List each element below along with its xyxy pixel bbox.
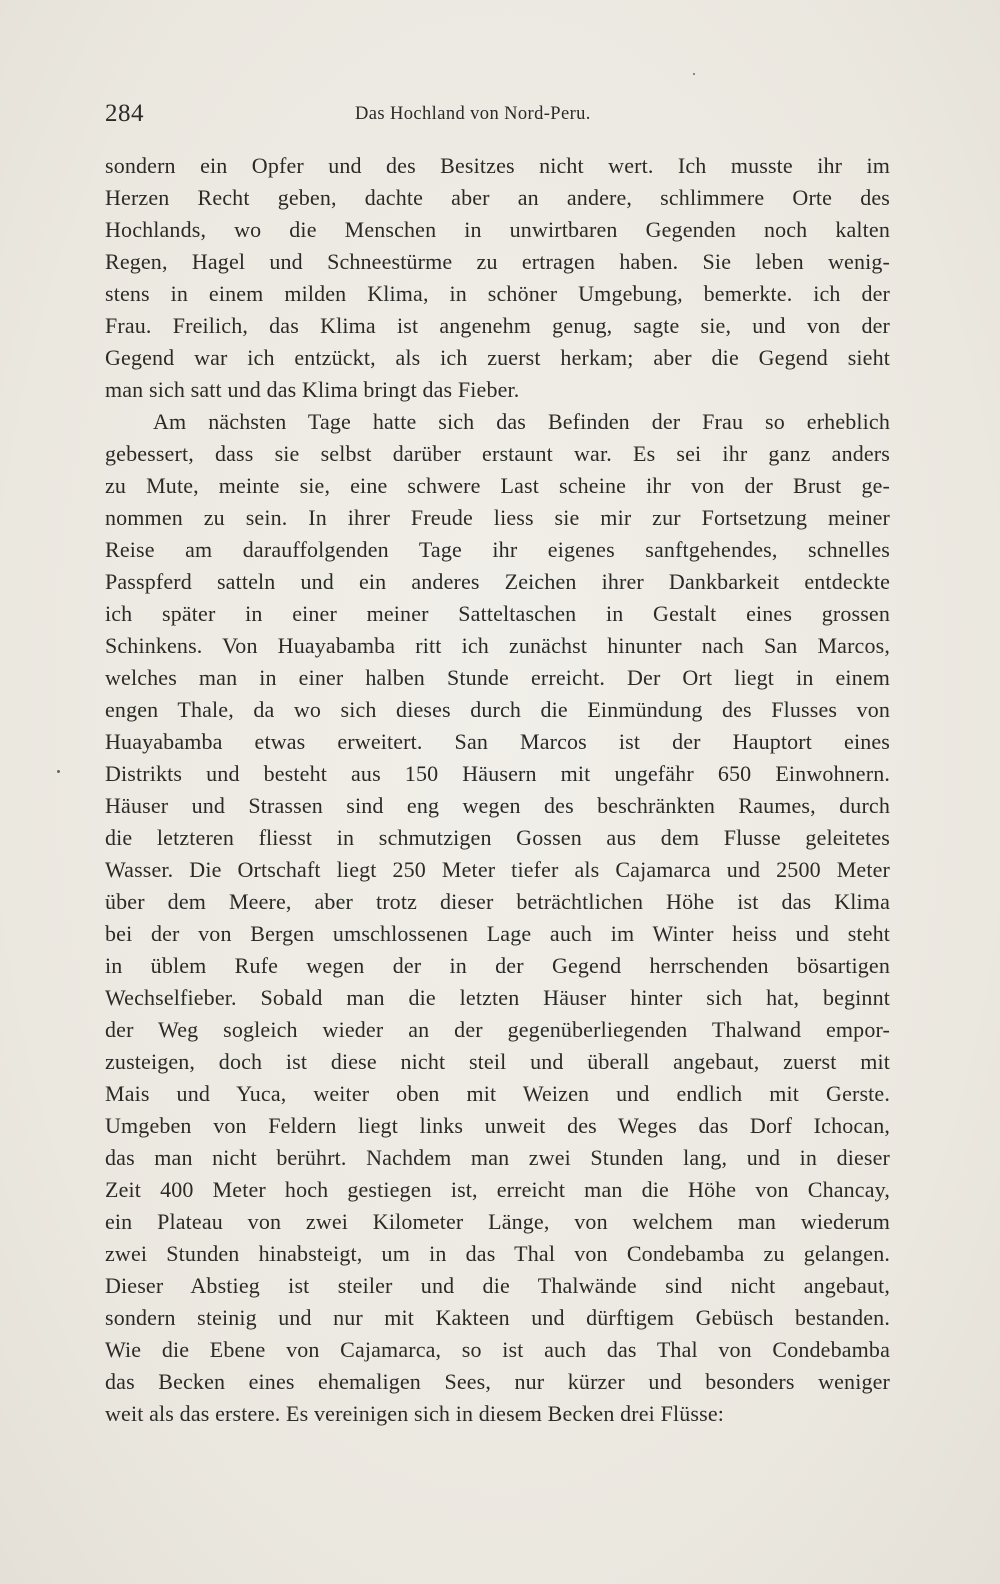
text-line: ein Plateau von zwei Kilometer Länge, von welchem man wiederum	[105, 1209, 890, 1234]
running-title: Das Hochland von Nord-Peru.	[355, 104, 591, 124]
text-line: der Weg sogleich wieder an der gegenüberliegenden Thalwand empor-	[105, 1017, 890, 1042]
text-line: weit als das erstere. Es vereinigen sich in diesem Becken drei Flüsse:	[105, 1401, 724, 1426]
print-speck	[57, 770, 60, 773]
body-text	[105, 150, 890, 1430]
text-line: zwei Stunden hinabsteigt, um in das Thal von Condebamba zu gelangen.	[105, 1241, 890, 1266]
text-line: nommen zu sein. In ihrer Freude liess sie mir zur Fortsetzung meiner	[105, 505, 890, 530]
text-line: zu Mute, meinte sie, eine schwere Last scheine ihr von der Brust ge-	[105, 473, 890, 498]
text-line: Mais und Yuca, weiter oben mit Weizen und endlich mit Gerste.	[105, 1081, 890, 1106]
text-line: das Becken eines ehemaligen Sees, nur kürzer und besonders weniger	[105, 1369, 890, 1394]
text-line: das man nicht berührt. Nachdem man zwei Stunden lang, und in dieser	[105, 1145, 890, 1170]
text-line: Häuser und Strassen sind eng wegen des beschränkten Raumes, durch	[105, 793, 890, 818]
text-line: Wie die Ebene von Cajamarca, so ist auch das Thal von Condebamba	[105, 1337, 890, 1362]
text-line: die letzteren fliesst in schmutzigen Gossen aus dem Flusse geleitetes	[105, 825, 890, 850]
text-line: Distrikts und besteht aus 150 Häusern mit ungefähr 650 Einwohnern.	[105, 761, 890, 786]
text-line: ich später in einer meiner Satteltaschen in Gestalt eines grossen	[105, 601, 890, 626]
print-speck	[693, 73, 695, 75]
text-line: Passpferd satteln und ein anderes Zeichen ihrer Dankbarkeit entdeckte	[105, 569, 890, 594]
text-line: Umgeben von Feldern liegt links unweit des Weges das Dorf Ichocan,	[105, 1113, 890, 1138]
text-line: Zeit 400 Meter hoch gestiegen ist, erreicht man die Höhe von Chancay,	[105, 1177, 890, 1202]
text-line: Gegend war ich entzückt, als ich zuerst herkam; aber die Gegend sieht	[105, 345, 890, 370]
text-line: bei der von Bergen umschlossenen Lage auch im Winter heiss und steht	[105, 921, 890, 946]
text-line: Reise am darauffolgenden Tage ihr eigenes sanftgehendes, schnelles	[105, 537, 890, 562]
text-line: Huayabamba etwas erweitert. San Marcos ist der Hauptort eines	[105, 729, 890, 754]
text-line: in üblem Rufe wegen der in der Gegend herrschenden bösartigen	[105, 953, 890, 978]
text-line: Hochlands, wo die Menschen in unwirtbaren Gegenden noch kalten	[105, 217, 890, 242]
text-line: welches man in einer halben Stunde erreicht. Der Ort liegt in einem	[105, 665, 890, 690]
text-line: Regen, Hagel und Schneestürme zu ertragen haben. Sie leben wenig-	[105, 249, 890, 274]
page-number: 284	[105, 100, 144, 127]
text-line: Herzen Recht geben, dachte aber an andere, schlimmere Orte des	[105, 185, 890, 210]
text-line: Am nächsten Tage hatte sich das Befinden der Frau so erheblich	[153, 409, 890, 434]
running-head	[105, 100, 890, 132]
text-line: Wechselfieber. Sobald man die letzten Häuser hinter sich hat, beginnt	[105, 985, 890, 1010]
text-line: stens in einem milden Klima, in schöner Umgebung, bemerkte. ich der	[105, 281, 890, 306]
text-line: engen Thale, da wo sich dieses durch die Einmündung des Flusses von	[105, 697, 890, 722]
text-line: sondern ein Opfer und des Besitzes nicht wert. Ich musste ihr im	[105, 153, 890, 178]
text-line: gebessert, dass sie selbst darüber erstaunt war. Es sei ihr ganz anders	[105, 441, 890, 466]
text-line: zusteigen, doch ist diese nicht steil und überall angebaut, zuerst mit	[105, 1049, 890, 1074]
text-line: sondern steinig und nur mit Kakteen und dürftigem Gebüsch bestanden.	[105, 1305, 890, 1330]
text-line: man sich satt und das Klima bringt das Fieber.	[105, 377, 520, 402]
text-line: Wasser. Die Ortschaft liegt 250 Meter tiefer als Cajamarca und 2500 Meter	[105, 857, 890, 882]
text-line: über dem Meere, aber trotz dieser beträchtlichen Höhe ist das Klima	[105, 889, 890, 914]
text-line: Schinkens. Von Huayabamba ritt ich zunächst hinunter nach San Marcos,	[105, 633, 890, 658]
text-line: Frau. Freilich, das Klima ist angenehm genug, sagte sie, und von der	[105, 313, 890, 338]
text-line: Dieser Abstieg ist steiler und die Thalwände sind nicht angebaut,	[105, 1273, 890, 1298]
